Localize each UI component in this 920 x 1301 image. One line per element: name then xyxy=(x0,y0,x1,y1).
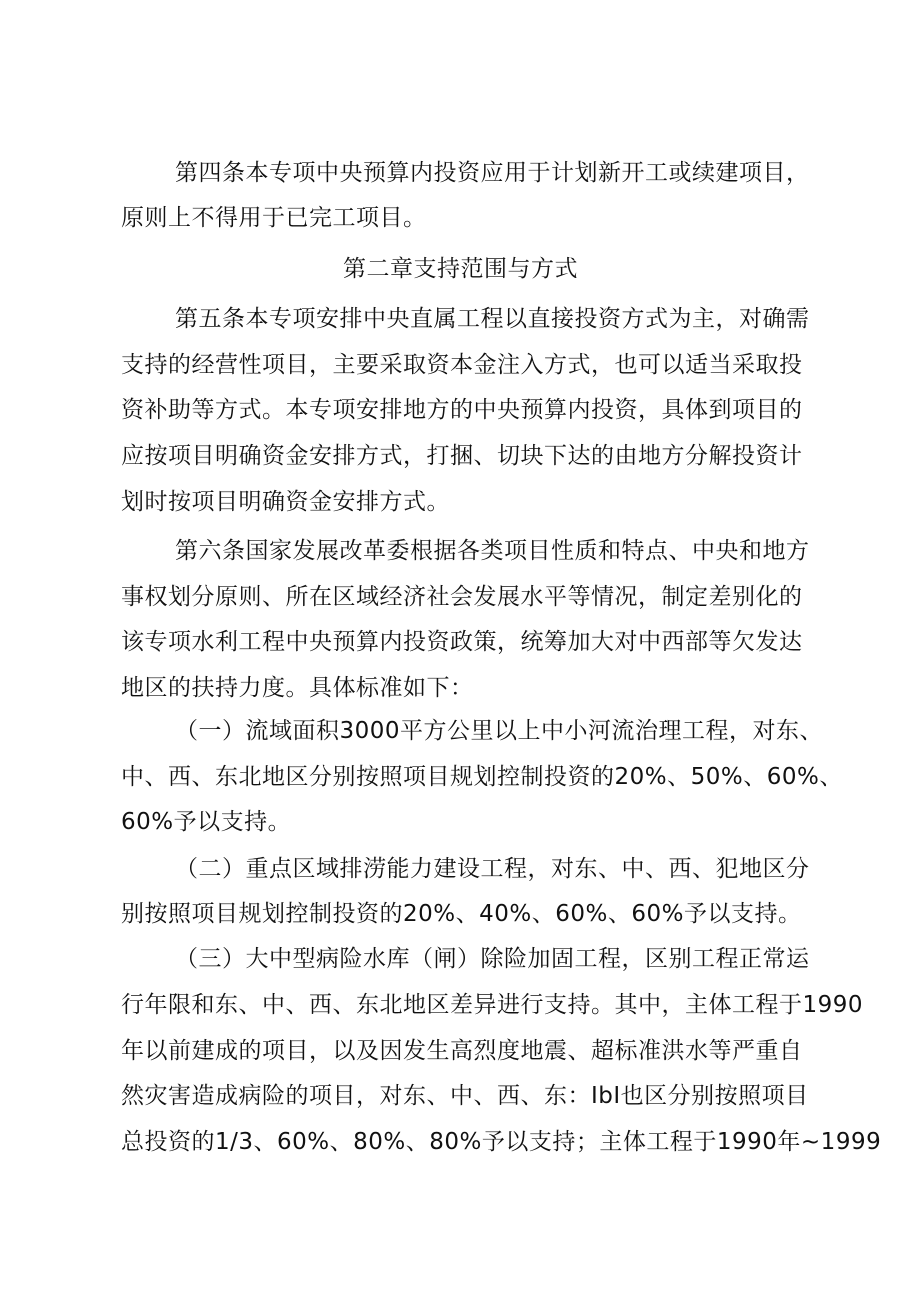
article-6-line-2: 事权划分原则、所在区域经济社会发展水平等情况，制定差别化的 xyxy=(121,584,803,610)
article-6-line-3: 该专项水利工程中央预算内投资政策，统筹加大对中西部等欠发达 xyxy=(121,629,803,655)
article-6-line-4: 地区的扶持力度。具体标准如下： xyxy=(121,675,474,701)
item-2-line-1: （二）重点区域排涝能力建设工程，对东、中、西、犯地区分 xyxy=(175,856,810,882)
item-1-line-2: 中、西、东北地区分别按照项目规划控制投资的20%、50%、60%、 xyxy=(121,764,843,790)
article-5-line-1: 第五条本专项安排中央直属工程以直接投资方式为主，对确需 xyxy=(175,306,810,332)
item-2-line-2: 别按照项目规划控制投资的20%、40%、60%、60%予以支持。 xyxy=(121,901,802,927)
item-3-line-1: （三）大中型病险水库（闸）除险加固工程，区别工程正常运 xyxy=(175,946,810,972)
article-4-line-2: 原则上不得用于已完工项目。 xyxy=(121,205,427,231)
article-6-line-1: 第六条国家发展改革委根据各类项目性质和特点、中央和地方 xyxy=(175,538,810,564)
item-3-line-3: 年以前建成的项目，以及因发生高烈度地震、超标准洪水等严重自 xyxy=(121,1038,803,1064)
article-5-line-5: 划时按项目明确资金安排方式。 xyxy=(121,489,450,515)
item-3-line-2: 行年限和东、中、西、东北地区差异进行支持。其中，主体工程于1990 xyxy=(121,992,864,1018)
article-5-line-3: 资补助等方式。本专项安排地方的中央预算内投资，具体到项目的 xyxy=(121,397,803,423)
item-3-line-5: 总投资的1/3、60%、80%、80%予以支持；主体工程于1990年~1999 xyxy=(121,1129,882,1155)
article-5-line-4: 应按项目明确资金安排方式，打捆、切块下达的由地方分解投资计 xyxy=(121,443,803,469)
article-4-line-1: 第四条本专项中央预算内投资应用于计划新开工或续建项目， xyxy=(175,160,810,186)
item-3-line-4: 然灾害造成病险的项目，对东、中、西、东：IbI也区分别按照项目 xyxy=(121,1083,809,1109)
article-5-line-2: 支持的经营性项目，主要采取资本金注入方式，也可以适当采取投 xyxy=(121,352,803,378)
item-1-line-1: （一）流域面积3000平方公里以上中小河流治理工程，对东、 xyxy=(175,718,824,744)
item-1-line-3: 60%予以支持。 xyxy=(121,809,292,835)
chapter-heading: 第二章支持范围与方式 xyxy=(343,256,578,282)
